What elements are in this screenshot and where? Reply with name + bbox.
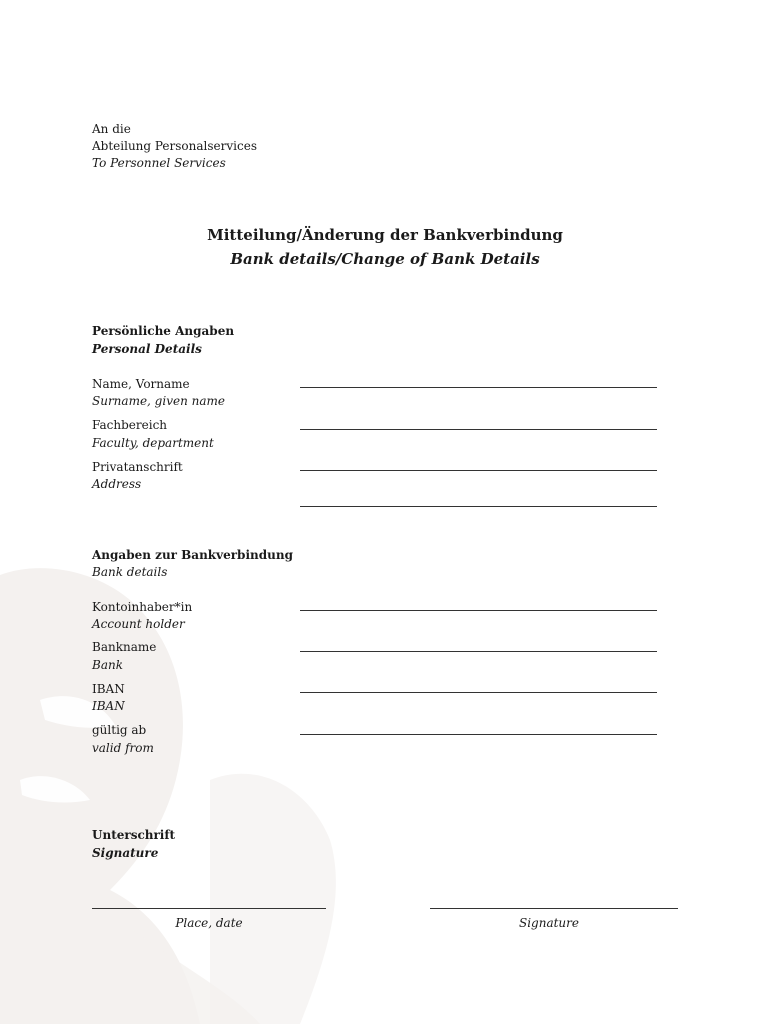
field-label-address-en: Address [92, 477, 142, 491]
field-label-account-holder-en: Account holder [92, 617, 185, 631]
section-heading-personal-de: Persönliche Angaben [92, 324, 235, 338]
signature-label: Signature [518, 916, 579, 930]
section-heading-signature-de: Unterschrift [92, 828, 176, 842]
field-label-valid-from-en: valid from [92, 741, 154, 755]
section-heading-signature-en: Signature [92, 846, 159, 860]
document-title-de: Mitteilung/Änderung der Bankverbindung [207, 226, 563, 244]
field-label-faculty-de: Fachbereich [92, 418, 168, 432]
field-line-bank[interactable] [300, 651, 657, 652]
field-label-faculty-en: Faculty, department [92, 436, 214, 450]
place-date-line[interactable] [92, 908, 326, 909]
field-line-account-holder[interactable] [300, 610, 657, 611]
field-label-account-holder-de: Kontoinhaber*in [92, 600, 193, 614]
field-label-valid-from-de: gültig ab [92, 723, 147, 737]
field-line-iban[interactable] [300, 692, 657, 693]
field-line-address-2[interactable] [300, 506, 657, 507]
place-date-label: Place, date [175, 916, 243, 930]
field-line-address-1[interactable] [300, 470, 657, 471]
field-label-bank-en: Bank [92, 658, 123, 672]
signature-line[interactable] [430, 908, 678, 909]
field-line-name[interactable] [300, 387, 657, 388]
section-heading-personal-en: Personal Details [92, 342, 202, 356]
recipient-line-3: To Personnel Services [92, 156, 226, 170]
field-line-valid-from[interactable] [300, 734, 657, 735]
document-title-en: Bank details/Change of Bank Details [230, 250, 540, 268]
field-line-faculty[interactable] [300, 429, 657, 430]
recipient-line-2: Abteilung Personalservices [92, 139, 257, 153]
field-label-name-en: Surname, given name [92, 394, 225, 408]
field-label-iban-de: IBAN [92, 682, 125, 696]
section-heading-bank-en: Bank details [92, 565, 168, 579]
field-label-address-de: Privatanschrift [92, 460, 183, 474]
recipient-line-1: An die [92, 122, 131, 136]
field-label-iban-en: IBAN [92, 699, 125, 713]
field-label-name-de: Name, Vorname [92, 377, 190, 391]
section-heading-bank-de: Angaben zur Bankverbindung [92, 548, 293, 562]
field-label-bank-de: Bankname [92, 640, 157, 654]
